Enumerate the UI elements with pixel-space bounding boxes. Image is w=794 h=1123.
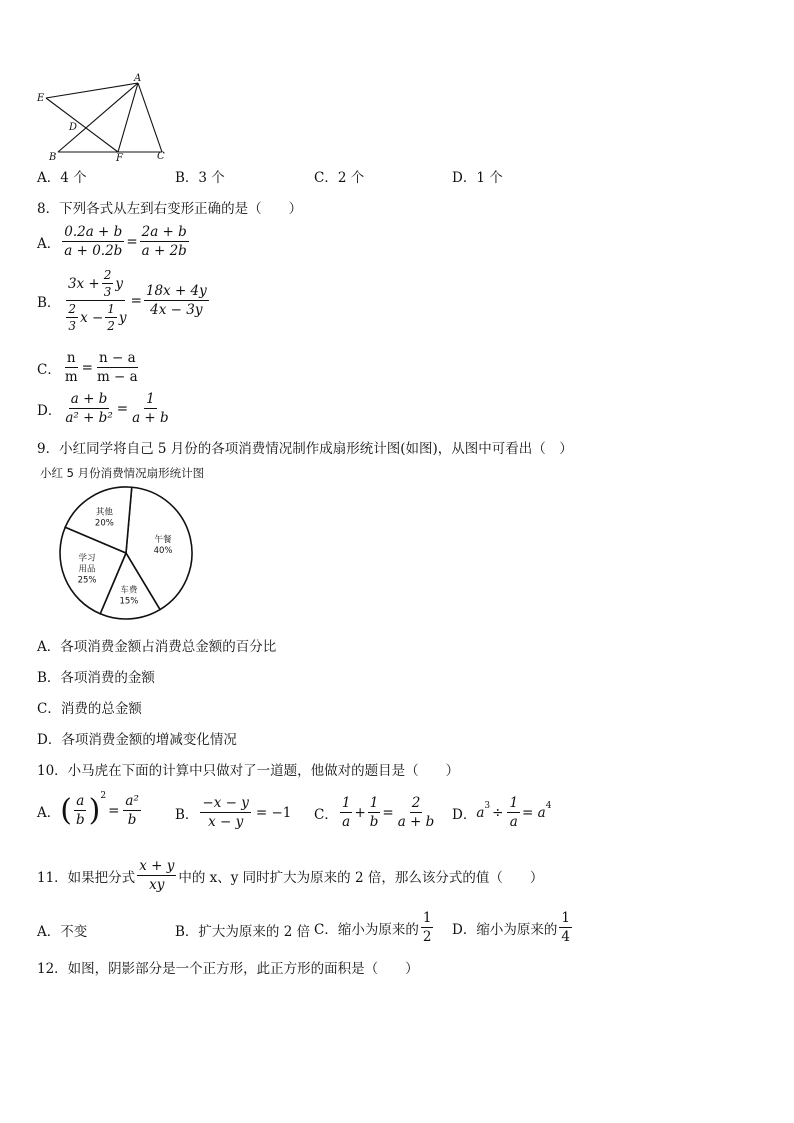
q8-a-label: A． [37, 235, 61, 252]
q7-option-b: B．3 个 [175, 170, 225, 186]
q12-stem: 12．如图，阴影部分是一个正方形，此正方形的面积是（ ） [37, 961, 419, 977]
q10-d-label: D． [452, 806, 477, 823]
q8-a-rhs: $\frac{2a + b}{a + 2b}$ [141, 224, 187, 259]
pie-chart [55, 486, 200, 621]
q10-stem: 10．小马虎在下面的计算中只做对了一道题，他做对的题目是（ ） [37, 763, 460, 779]
pie-label-1: 午餐 40% [153, 534, 173, 556]
q7-option-c: C．2 个 [314, 170, 365, 186]
q9-option-c: C．消费的总金额 [37, 701, 142, 717]
q8-c-rhs: $\frac{n - a}{m - a}$ [96, 350, 138, 385]
q9-option-b: B．各项消费的金额 [37, 670, 155, 686]
pie-chart-title: 小红 5 月份消费情况扇形统计图 [40, 466, 205, 480]
q7-option-a: A．4 个 [37, 170, 87, 186]
q8-c-lhs: $\frac{n}{m}$ [64, 350, 78, 385]
equals: = [130, 292, 142, 309]
equals: = [116, 400, 129, 417]
q11-option-c: C．缩小为原来的 $\frac{1}{2}$ [314, 910, 432, 945]
q8-option-b [37, 268, 211, 333]
q11-stem: 11．如果把分式 $\frac{x + y}{xy}$ 中的 x、y 同时扩大为原来的 2 倍，那么该分式的值（ ） [37, 858, 544, 893]
point-label-a: A [134, 73, 142, 84]
point-label-e: E [37, 93, 45, 104]
q8-b-label: B． [37, 294, 61, 311]
q11-option-d: D．缩小为原来的 $\frac{1}{4}$ [452, 910, 570, 945]
pie-label-2: 车费 15% [119, 585, 139, 607]
q10-option-d: D． a $^3$ ÷ $\frac{1}{a}$ = a $^4$ [452, 795, 552, 830]
q9-option-a: A．各项消费金额占消费总金额的百分比 [37, 639, 277, 655]
q8-b-rhs: $\frac{18x + 4y}{4x - 3y}$ [145, 283, 207, 318]
q10-a-label: A． [37, 804, 61, 821]
q10-b-label: B． [175, 806, 199, 823]
equals: = [126, 233, 138, 250]
q10-option-b: B． $\frac{-x - y}{x - y}$ = −1 [175, 795, 292, 830]
equals: = [81, 359, 93, 376]
q8-c-label: C． [37, 361, 61, 378]
q8-option-c [37, 350, 142, 385]
q11-option-b: B．扩大为原来的 2 倍 [175, 924, 311, 940]
point-label-f: F [116, 153, 123, 164]
q8-d-label: D． [37, 402, 62, 419]
point-label-b: B [49, 152, 57, 163]
pie-label-4: 其他 20% [94, 507, 114, 529]
q8-d-rhs: $\frac{1}{a + b}$ [132, 391, 169, 426]
q10-option-c: C． $\frac{1}{a}$ + $\frac{1}{b}$ = $\frac{2}{a + b}$ [314, 795, 435, 830]
q7-triangle-figure [30, 72, 180, 164]
q10-c-label: C． [314, 806, 338, 823]
q8-a-lhs: $\frac{0.2a + b}{a + 0.2b}$ [64, 224, 123, 259]
pie-label-3: 学习用品 25% [77, 553, 97, 586]
q8-option-d [37, 391, 173, 426]
q9-stem: 9．小红同学将自己 5 月份的各项消费情况制作成扇形统计图(如图)，从图中可看出（ ） [37, 441, 573, 457]
q8-stem: 8．下列各式从左到右变形正确的是（ ） [37, 201, 303, 217]
point-label-c: C [157, 151, 165, 162]
point-label-d: D [69, 122, 78, 133]
q8-d-lhs: $\frac{a + b}{\text{a² + b²}}$ [65, 391, 113, 426]
q10-option-a: A． ( $\frac{a}{b}$ ) $^2$ = $\frac{\text{a²}}{b}$ [37, 791, 139, 828]
q11-option-a: A．不变 [37, 924, 88, 940]
q8-b-lhs: 3x + $\frac{2}{3}$ y $\frac{2}{3}$ x − $\frac{1}{2}$ y [67, 268, 127, 333]
q9-option-d: D．各项消费金额的增减变化情况 [37, 732, 237, 748]
q8-option-a [37, 224, 191, 259]
q7-option-d: D．1 个 [452, 170, 503, 186]
